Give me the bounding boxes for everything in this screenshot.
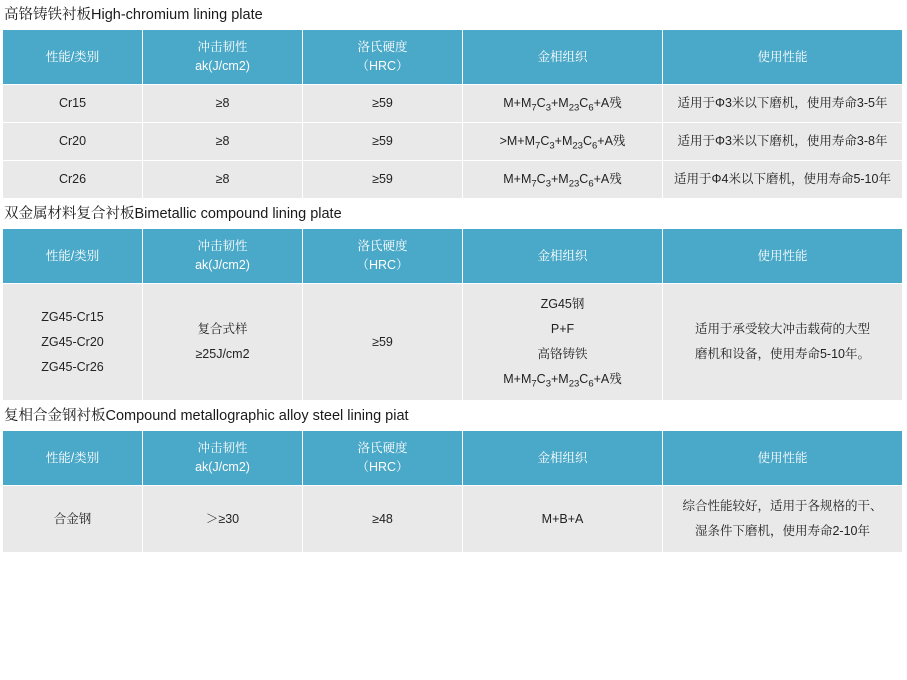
cell-usage: 适用于Φ3米以下磨机，使用寿命3-5年 <box>663 85 903 123</box>
cell-toughness: ≥8 <box>143 161 303 199</box>
column-header-category: 性能/类别 <box>3 229 143 284</box>
column-header-toughness: 冲击韧性 ak(J/cm2) <box>143 431 303 486</box>
column-header-toughness: 冲击韧性 ak(J/cm2) <box>143 229 303 284</box>
column-header-toughness: 冲击韧性 ak(J/cm2) <box>143 30 303 85</box>
cell-category: ZG45-Cr15 ZG45-Cr20 ZG45-Cr26 <box>3 284 143 401</box>
cell-hardness: ≥59 <box>303 123 463 161</box>
cell-category: Cr26 <box>3 161 143 199</box>
cell-hardness: ≥48 <box>303 486 463 553</box>
cell-structure-formula: $M+M_7C_3+M_{23}C_6+A$残 <box>503 372 622 390</box>
table-row <box>3 85 903 123</box>
column-header-category: 性能/类别 <box>3 30 143 85</box>
column-header-structure: 金相组织 <box>463 229 663 284</box>
table-header-row <box>3 229 903 284</box>
cell-structure: M+B+A <box>463 486 663 553</box>
section-title-high-chromium: 高铬铸铁衬板High-chromium lining plate <box>4 7 263 23</box>
column-header-usage: 使用性能 <box>663 30 903 85</box>
table-row <box>3 123 903 161</box>
table-compound-alloy <box>2 430 903 553</box>
cell-usage: 综合性能较好，适用于各规格的干、 湿条件下磨机，使用寿命2-10年 <box>663 486 903 553</box>
column-header-structure: 金相组织 <box>463 431 663 486</box>
table-bimetallic <box>2 228 903 401</box>
cell-toughness: ≥8 <box>143 123 303 161</box>
table-high-chromium <box>2 29 903 199</box>
column-header-structure: 金相组织 <box>463 30 663 85</box>
cell-toughness: 复合式样 ≥25J/cm2 <box>143 284 303 401</box>
cell-toughness: ＞≥30 <box>143 486 303 553</box>
cell-hardness: ≥59 <box>303 284 463 401</box>
cell-usage: 适用于Φ4米以下磨机，使用寿命5-10年 <box>663 161 903 199</box>
cell-category: Cr20 <box>3 123 143 161</box>
cell-usage: 适用于Φ3米以下磨机，使用寿命3-8年 <box>663 123 903 161</box>
section-title-compound-alloy: 复相合金钢衬板Compound metallographic alloy steel lining piat <box>4 408 409 424</box>
table-header-row <box>3 431 903 486</box>
column-header-usage: 使用性能 <box>663 431 903 486</box>
cell-structure: $>M+M_7C_3+M_{23}C_6+A$残 <box>463 123 663 161</box>
cell-hardness: ≥59 <box>303 161 463 199</box>
table-row <box>3 161 903 199</box>
cell-usage: 适用于承受较大冲击载荷的大型 磨机和设备，使用寿命5-10年。 <box>663 284 903 401</box>
cell-hardness: ≥59 <box>303 85 463 123</box>
cell-structure: $M+M_7C_3+M_{23}C_6+A$残 <box>463 161 663 199</box>
table-row <box>3 284 903 401</box>
cell-structure: $M+M_7C_3+M_{23}C_6+A$残 <box>463 85 663 123</box>
cell-category: Cr15 <box>3 85 143 123</box>
cell-category: 合金钢 <box>3 486 143 553</box>
column-header-usage: 使用性能 <box>663 229 903 284</box>
column-header-hardness: 洛氏硬度 （HRC） <box>303 30 463 85</box>
column-header-hardness: 洛氏硬度 （HRC） <box>303 229 463 284</box>
column-header-hardness: 洛氏硬度 （HRC） <box>303 431 463 486</box>
cell-structure: ZG45钢 P+F 高铬铸铁 $M+M_7C_3+M_{23}C_6+A$残 <box>463 284 663 401</box>
table-row <box>3 486 903 553</box>
column-header-category: 性能/类别 <box>3 431 143 486</box>
cell-toughness: ≥8 <box>143 85 303 123</box>
section-title-bimetallic: 双金属材料复合衬板Bimetallic compound lining plate <box>4 206 342 222</box>
table-header-row <box>3 30 903 85</box>
